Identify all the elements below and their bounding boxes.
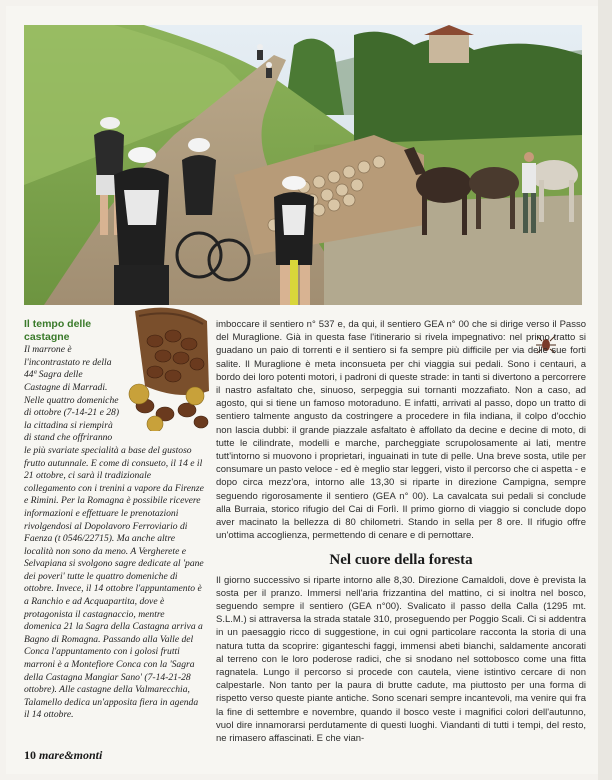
sidebar-text: Il marrone è l'incontrastato re della 44ª Sagra delle Castagne di Marradi. Nelle quattro domeniche di ottobre (7-14-21 e 28) la cittadina si riempirà di stand che offriranno le più svariate specialità a base del gustoso frutto autunnale. E come di consueto, il 14 e il 21 ottobre, ci sarà il tradizionale collegamento con i trenini a vapore da Firenze e Rimini. Per la Romagna è possibile ricevere informazioni e effettuare le prenotazioni rivolgendosi al Dopolavoro Ferroviario di Faenza (t 0546/22715). Ma anche altre località non sono da meno. A Vergherete e Selvapiana si svolgono sagre dedicate al 'pane dei poveri' tutte le quattro domeniche di ottobre. Invece, il 14 ottobre l'appuntamento è a Ranchio e ad Acquapartita, dove è protagonista il castagnaccio, mentre domenica 21 la Sagra della Castagna arriva a Bagno di Romagna. Passando alla Valle del Conca l'appuntamento con i golosi frutti marroni è a Montefiore Conca con la 'Sagra della Castagna Mangiar Sano' (7-14-21-28 ottobre). Alle castagne della Valmarecchia, Talamello dedica un'apposita fiera in agenda il 14 ottobre. (24, 344, 204, 721)
article-paragraph: imboccare il sentiero n° 537 e, da qui, il sentiero GEA n° 00 che si dirige verso il Passo del Muraglione. Già in questa fase l'itinerario si rivela impegnativo: nel primo tratto si guadano un paio di torrenti e il sentiero si fa sempre più difficile per via delle sue forti salite. Il Muraglione è meta inconsueta per chi viaggia sui pedali. Sono i centauri, a bordo dei loro potenti motori, i padroni di queste strade: in tanti si divertono a percorrere il nastro asfaltato che, sinuoso, serpeggia sui tornanti mozzafiato. Non a caso, ad agosto, qui si tiene un famoso motoraduno. E infatti, arrivati al passo, dopo un tratto di sentiero talmente angusto da costringere a procedere in fila indiana, il colpo d'occhio non lascia dubbi: il grande piazzale asfaltato è affollato da decine e decine di moto, di tutte le cilindrate, modelli e marche, parcheggiate scrupolosamente ai lati, mentre tutt'intorno si muovono i proprietari, inguainati in tute di pelle. Una breve sosta, utile per consumare un pasto veloce - ed è meglio star leggeri, visto il percorso che ci aspetta - e dopo circa mezz'ora, intorno alle 13,30 si riparte in direzione Campigna, sempre seguendo rigorosamente il sentiero (GEA n° 00). La cavalcata sui pedali si conclude alla Burraia, storico rifugio del Cai di Forlì. Il primo giorno di viaggio si conclude dopo aver macinato la bellezza di 80 chilometri. Stando in sella per 8 ore. Il rifugio offre un'ottima accoglienza, permettendo di cenare e di pernottare. (216, 319, 586, 542)
page-footer (24, 748, 102, 763)
section-heading: Nel cuore della foresta (329, 552, 473, 569)
page-gutter (598, 0, 612, 780)
sidebar-box (24, 318, 204, 738)
chestnut-image (125, 306, 210, 431)
magazine-name: mare&monti (39, 748, 103, 762)
page-number: 10 (24, 748, 36, 762)
article-paragraph: Il giorno successivo si riparte intorno alle 8,30. Direzione Camaldoli, dove è prevista la sosta per il pranzo. Immersi nell'aria frizzantina del mattino, ci si inoltra nel bosco, seguendo sempre il sentiero (GEA n°00). Svalicato il passo della Calla (1295 mt. S.L.M.) si attraversa la strada statale 310, proseguendo per Poggio Scali. Ci si addentra in un paesaggio ricco di suggestione, in cui ogni particolare racconta la storia di una natura tutta da scoprire: giganteschi faggi, immensi abeti bianchi, saldamente ancorati al terreno con le loro poderose radici, che si snodano nel sottobosco come una fitta ragnatela. Lungo il percorso si procede con cautela, viene istintivo cercare di non calpestarle. Non tanto per la paura di brutte cadute, ma piuttosto per una forma di rispetto verso queste piante antiche. Sono scenari sempre incantevoli, ma venire qui fra la fine di settembre e novembre, quando il bosco veste i magnifici colori dell'autunno, vuol dire innamorarsi perdutamente di questi luoghi. Viandanti di tutti i tempi, del resto, ne rimasero affascinati. E che vian- (216, 574, 586, 745)
sidebar-title: Il tempo delle castagne (24, 318, 92, 343)
hero-photo (24, 25, 582, 305)
article-column (216, 318, 586, 745)
